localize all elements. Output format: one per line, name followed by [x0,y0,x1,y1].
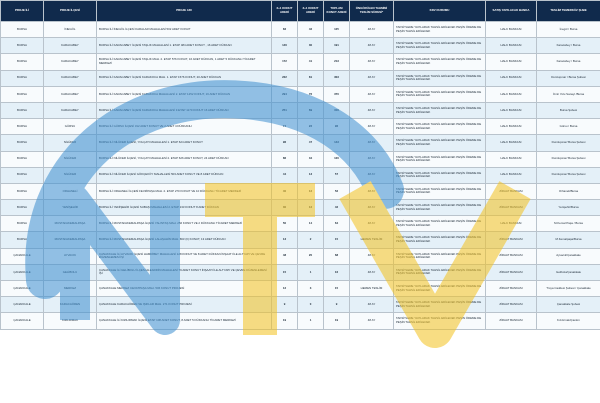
cell-count-2plus1: 251 [272,102,298,118]
cell-count-2plus1: 86 [272,151,298,167]
cell-delivery-time: 48 AY [350,70,394,86]
cell-project-name: BURSA İLİ İNEGÖL İLÇESİ KARALAR MAHALLESİ 502 ADET KONUT [97,22,272,38]
table-row [1,297,600,313]
cell-vat-status: TAKSİTLERE YAYILARAK TAHSİL EDİLECEK PEŞİN ÖDEME DE PEŞİN TAHSİL EDİLECEK [394,119,486,135]
cell-count-2plus1: 83 [272,22,298,38]
cell-count-3plus1: 22 [298,119,324,135]
cell-vat-status: TAKSİTLERE YAYILARAK TAHSİL EDİLECEK PEŞİN ÖDEME DE PEŞİN TAHSİL EDİLECEK [394,38,486,54]
cell-bank: ZİRAAT BANKASI [486,200,537,216]
cell-province: BURSA [1,38,44,54]
cell-province: BURSA [1,86,44,102]
cell-count-total: 15 [324,281,350,297]
cell-count-2plus1: 30 [272,200,298,216]
cell-branch: İzmir Yolu Sanayi /Bursa [537,86,600,102]
cell-district: GELİBOLU [44,264,97,280]
cell-vat-status: TAKSİTLERE YAYILARAK TAHSİL EDİLECEK PEŞİN ÖDEME DE PEŞİN TAHSİL EDİLECEK [394,200,486,216]
cell-count-3plus1: 47 [298,135,324,151]
cell-count-2plus1: 9 [272,297,298,313]
table-row [1,86,600,102]
cell-vat-status: TAKSİTLERE YAYILARAK TAHSİL EDİLECEK PEŞİN ÖDEME DE PEŞİN TAHSİL EDİLECEK [394,135,486,151]
cell-count-total: 303 [324,70,350,86]
cell-district: İNEGÖL [44,22,97,38]
cell-count-3plus1: 13 [298,167,324,183]
cell-branch: M.Kemalpaşa/Bursa [537,232,600,248]
cell-branch: Troya Caddesi Şubesi / Çanakkale [537,281,600,297]
cell-branch: M.Kemal Paşa / Bursa [537,216,600,232]
header-bank: SATIŞ YAPILACAK BANKA [486,1,537,22]
cell-count-3plus1: 30 [298,38,324,54]
cell-district: KARACABEY [44,38,97,54]
cell-project-name: BURSA İLİ MUSTAFAKEMALPAŞA İLÇESİ YALINTAŞ MAH. 256 KONUT VE 2 DÜKKANLI TİCARET MERKEZİ [97,216,272,232]
cell-count-2plus1: 15 [272,264,298,280]
cell-bank: HALK BANKASI [486,102,537,118]
cell-count-total: 191 [324,38,350,54]
cell-count-3plus1: 12 [298,183,324,199]
cell-delivery-time: 48 AY [350,22,394,38]
cell-count-total: 213 [324,54,350,70]
cell-branch: Çanakkale Şubesi [537,297,600,313]
cell-count-total: 96 [324,119,350,135]
cell-count-total: 125 [324,22,350,38]
cell-delivery-time: 48 AY [350,38,394,54]
cell-district: KARACABEY [44,54,97,70]
cell-project-name: BURSA İLİ MUSTAFAKEMALPAŞA İLÇESİ LALAŞAHİN MAH. 663 (II) KONUT, 13 ADET DÜKKAN [97,232,272,248]
table-row [1,183,600,199]
cell-count-3plus1: 34 [298,151,324,167]
cell-count-3plus1: 12 [298,200,324,216]
cell-count-3plus1: 3 [298,281,324,297]
table-row [1,200,600,216]
cell-province: BURSA [1,54,44,70]
cell-count-2plus1: 48 [272,248,298,264]
cell-district: NİLÜFER [44,167,97,183]
cell-project-name: BURSA İLİ KARACABEY İLÇESİ TAŞLIK MAH. 2. ETAP 576 KONUT, 16 ADET DÜKKAN, 1 ADET 5 DÜKKANLI TİCARET MERKEZİ [97,54,272,70]
cell-delivery-time: 48 AY [350,54,394,70]
cell-count-3plus1: 0 [298,297,324,313]
table-row [1,135,600,151]
cell-branch: Orhaneli/Bursa [537,183,600,199]
cell-count-total: 16 [324,264,350,280]
cell-vat-status: TAKSİTLERE YAYILARAK TAHSİL EDİLECEK PEŞİN ÖDEME DE PEŞİN TAHSİL EDİLECEK [394,264,486,280]
cell-district: KIZILIRMAK [44,313,97,329]
table-row [1,248,600,264]
cell-branch: Gelibolu/Çanakkale [537,264,600,280]
cell-count-2plus1: 96 [272,135,298,151]
table-row [1,151,600,167]
cell-delivery-time: 48 AY [350,264,394,280]
cell-branch: Dumlupınar/ Bursa Şubesi [537,167,600,183]
table-row [1,102,600,118]
cell-count-2plus1: 19 [272,313,298,329]
cell-project-name: BURSA İLİ NİLÜFER İLÇESİ, YOLÇATI MAHALLESİ 1. ETAP 624 ADET KONUT [97,135,272,151]
header-total-count: TOPLAM KONUT ADEDİ [324,1,350,22]
cell-province: BURSA [1,119,44,135]
cell-district: MERKEZ [44,281,97,297]
table-row [1,167,600,183]
table-row [1,216,600,232]
cell-project-name: BURSA İLİ YENİŞEHİR İLÇESİ SUBAŞI MAHALLESİ 2. ETAP 133 KONUT 8 ADET DÜKKAN [97,200,272,216]
cell-count-2plus1: 146 [272,38,298,54]
cell-project-name: BURSA İLİ ORHANELİ İLÇESİ FEVZİPAŞA MAH. 2. ETAP 270 KONUT VE 10 DÜKKANLI TİCARET MERKEZİ [97,183,272,199]
cell-count-2plus1: 44 [272,167,298,183]
cell-bank: ZİRAAT BANKASI [486,183,537,199]
cell-bank: ZİRAAT BANKASI [486,264,537,280]
cell-branch: Gürsu / Bursa [537,119,600,135]
header-vat-status: KDV DURUMU [394,1,486,22]
cell-bank: HALK BANKASI [486,151,537,167]
cell-count-2plus1: 222 [272,70,298,86]
cell-district: YENİŞEHİR [44,200,97,216]
cell-vat-status: TAKSİTLERE YAYILARAK TAHSİL EDİLECEK PEŞİN ÖDEME DE PEŞİN TAHSİL EDİLECEK [394,183,486,199]
cell-delivery-time: 48 AY [350,248,394,264]
cell-vat-status: TAKSİTLERE YAYILARAK TAHSİL EDİLECEK PEŞİN ÖDEME DE PEŞİN TAHSİL EDİLECEK [394,216,486,232]
table-row [1,264,600,280]
cell-vat-status: TAKSİTLERE YAYILARAK TAHSİL EDİLECEK PEŞİN ÖDEME DE PEŞİN TAHSİL EDİLECEK [394,232,486,248]
header-branch: TESLİM TEMERKÜZ ŞUBE [537,1,600,22]
table-row [1,232,600,248]
cell-count-3plus1: 1 [298,313,324,329]
cell-count-2plus1: 74 [272,119,298,135]
cell-bank: ZİRAAT BANKASI [486,281,537,297]
cell-district: GÜRSU [44,119,97,135]
cell-bank: HALK BANKASI [486,38,537,54]
cell-project-name: BURSA İLİ GÜRSU İLÇESİ 312 ADET KONUT VE 2 ADET 4 DÜKKANLI [97,119,272,135]
cell-count-total: 52 [324,183,350,199]
cell-delivery-time: 48 AY [350,200,394,216]
cell-branch: Karacabey / Bursa [537,54,600,70]
cell-branch: Dumlupınar/ Bursa Şubesi [537,151,600,167]
cell-district: NİLÜFER [44,151,97,167]
cell-count-3plus1: 2 [298,232,324,248]
cell-count-3plus1: 76 [298,86,324,102]
cell-count-2plus1: 40 [272,183,298,199]
header-district: PROJE İLÇESİ [44,1,97,22]
cell-count-2plus1: 294 [272,86,298,102]
cell-vat-status: TAKSİTLERE YAYILARAK TAHSİL EDİLECEK PEŞİN ÖDEME DE PEŞİN TAHSİL EDİLECEK [394,248,486,264]
cell-count-total: 64 [324,216,350,232]
cell-count-total: 68 [324,248,350,264]
cell-count-2plus1: 172 [272,54,298,70]
cell-branch: Yenişehir/Bursa [537,200,600,216]
cell-bank: HALK BANKASI [486,216,537,232]
table-row [1,281,600,297]
cell-count-2plus1: 12 [272,281,298,297]
cell-count-total: 120 [324,151,350,167]
cell-count-total: 316 [324,102,350,118]
cell-project-name: ÇANAKKALE İLİ KIZILIRMAK İLÇESİ ETAP 108 ADET KONUT, 8 ADET 5 DÜKKANLI TİCARET MERKEZİ [97,313,272,329]
cell-project-name: ÇANAKKALE İLİ AYVACIK İLÇESİ HAMDİBEY MAHALLESİ 128 KONUT VE 8 ADET DÜKKAN İNŞAATI İLE ALTYAPI VE ÇEVRE DÜZENLEMESİ İŞİ [97,248,272,264]
cell-count-total: 143 [324,135,350,151]
cell-vat-status: TAKSİTLERE YAYILARAK TAHSİL EDİLECEK PEŞİN ÖDEME DE PEŞİN TAHSİL EDİLECEK [394,281,486,297]
cell-delivery-time: 48 AY [350,216,394,232]
cell-branch: İnegöl / Bursa [537,22,600,38]
table-row [1,313,600,329]
cell-district: KARACABEY [44,70,97,86]
cell-branch: Karacabey / Bursa [537,38,600,54]
cell-district: MUSTAFAKEMALPAŞA [44,232,97,248]
cell-count-total: 57 [324,167,350,183]
cell-project-name: BURSA İLİ KARACABEY İLÇESİ KARAKOCA MAHALLESİ 3.ETAP 1170 KONUT 16 ADET DÜKKAN [97,102,272,118]
cell-bank: HALK BANKASI [486,135,537,151]
cell-project-name: ÇANAKKALE İLİ GELİBOLU İLÇESİ ALEADDİN MAHALLESİ 79 ADET KONUT İNŞAATI İLE ALTYAPI VE ÇEVRE DÜZENLEMESİ İŞİ [97,264,272,280]
cell-province: BURSA [1,200,44,216]
cell-count-3plus1: 20 [298,248,324,264]
cell-count-3plus1: 42 [298,22,324,38]
header-project-name: PROJE ADI [97,1,272,22]
cell-district: MUSTAFAKEMALPAŞA [44,216,97,232]
cell-bank: HALK BANKASI [486,119,537,135]
cell-branch: Dumlupınar/ Bursa Şubesi [537,135,600,151]
cell-vat-status: TAKSİTLERE YAYILARAK TAHSİL EDİLECEK PEŞİN ÖDEME DE PEŞİN TAHSİL EDİLECEK [394,54,486,70]
cell-bank: HALK BANKASI [486,22,537,38]
cell-district: ORHANELİ [44,183,97,199]
cell-vat-status: TAKSİTLERE YAYILARAK TAHSİL EDİLECEK PEŞİN ÖDEME DE PEŞİN TAHSİL EDİLECEK [394,70,486,86]
cell-district: AYVACIK [44,248,97,264]
cell-project-name: BURSA İLİ KARACABEY İLÇESİ KARAKOCA MAHALLESİ 2. ETAP 1252 KONUT, 16 ADET DÜKKAN [97,86,272,102]
cell-delivery-time: 48 AY [350,102,394,118]
cell-project-name: BURSA İLİ KARACABEY İLÇESİ KARAKOCA MAH. 1. ETAP 1576 KONUT, 20 ADET DÜKKAN [97,70,272,86]
cell-province: BURSA [1,102,44,118]
cell-count-total: 370 [324,86,350,102]
cell-province: BURSA [1,232,44,248]
cell-vat-status: TAKSİTLERE YAYILARAK TAHSİL EDİLECEK PEŞİN ÖDEME DE PEŞİN TAHSİL EDİLECEK [394,313,486,329]
cell-project-name: ÇANAKKALE KARACAÖREN VE IŞIKLAR MAH. 271 KONUT PROJESİ [97,297,272,313]
cell-delivery-time: 48 AY [350,135,394,151]
cell-branch: Dumlupınar / Bursa Şubesi [537,70,600,86]
cell-bank: HALK BANKASI [486,70,537,86]
cell-district: KARACABEY [44,86,97,102]
cell-delivery-time: 48 AY [350,151,394,167]
cell-delivery-time: 48 AY [350,167,394,183]
cell-district: KARACAÖREN [44,297,97,313]
cell-count-total: 19 [324,313,350,329]
cell-province: BURSA [1,22,44,38]
cell-count-3plus1: 41 [298,54,324,70]
cell-project-name: BURSA İLİ KARACABEY İLÇESİ TAŞLIK MAHALLESİ 1. ETAP 484 ADET KONUT , 16 ADET DÜKKAN [97,38,272,54]
cell-vat-status: TAKSİTLERE YAYILARAK TAHSİL EDİLECEK PEŞİN ÖDEME DE PEŞİN TAHSİL EDİLECEK [394,167,486,183]
header-2plus1-count: 2+1 KONUT ADEDİ [272,1,298,22]
table-row [1,70,600,86]
cell-project-name: ÇANAKKALE MERKEZ CEVATPAŞA MAH. 506 KONUT PROJESİ [97,281,272,297]
table-row [1,22,600,38]
cell-delivery-time: 48 AY [350,183,394,199]
cell-province: BURSA [1,167,44,183]
cell-delivery-time: HEMEN TESLİM [350,281,394,297]
cell-bank: ZİRAAT BANKASI [486,313,537,329]
table-row [1,119,600,135]
table-body [1,22,600,330]
cell-count-3plus1: 1 [298,264,324,280]
cell-bank: HALK BANKASI [486,167,537,183]
cell-branch: Ayvacık/Çanakkale [537,248,600,264]
cell-vat-status: TAKSİTLERE YAYILARAK TAHSİL EDİLECEK PEŞİN ÖDEME DE PEŞİN TAHSİL EDİLECEK [394,22,486,38]
cell-province: ÇANAKKALE [1,248,44,264]
cell-province: ÇANAKKALE [1,297,44,313]
cell-delivery-time: 48 AY [350,297,394,313]
cell-count-total: 42 [324,200,350,216]
cell-province: ÇANAKKALE [1,313,44,329]
cell-vat-status: TAKSİTLERE YAYILARAK TAHSİL EDİLECEK PEŞİN ÖDEME DE PEŞİN TAHSİL EDİLECEK [394,102,486,118]
cell-province: BURSA [1,70,44,86]
table-row [1,38,600,54]
cell-branch: Bursa Şubesi [537,102,600,118]
table-row [1,54,600,70]
cell-district: NİLÜFER [44,135,97,151]
cell-count-3plus1: 69 [298,102,324,118]
header-delivery-time: ÖNGÖRÜLEN TAHMİNİ TESLİM SÜRESİ* [350,1,394,22]
cell-province: BURSA [1,151,44,167]
cell-count-3plus1: 14 [298,216,324,232]
header-3plus1-count: 3+1 KONUT ADEDİ [298,1,324,22]
cell-count-total: 9 [324,297,350,313]
cell-bank: ZİRAAT BANKASI [486,248,537,264]
cell-count-3plus1: 81 [298,70,324,86]
cell-delivery-time: HEMEN TESLİM [350,232,394,248]
cell-delivery-time: 48 AY [350,119,394,135]
cell-project-name: BURSA İLİ NİLÜFER İLÇESİ, YOLÇATI MAHALLESİ 2. ETAP 626 ADET KONUT, 24 ADET DÜKKAN [97,151,272,167]
cell-vat-status: TAKSİTLERE YAYILARAK TAHSİL EDİLECEK PEŞİN ÖDEME DE PEŞİN TAHSİL EDİLECEK [394,151,486,167]
cell-province: BURSA [1,135,44,151]
cell-project-name: BURSA İLİ NİLÜFER İLÇESİ GÖKÇEKÖY MAHALLESİ 503 ADET KONUT VE 8 ADET DÜKKAN [97,167,272,183]
cell-branch: Kızılırmak/Çankırı [537,313,600,329]
cell-province: BURSA [1,216,44,232]
cell-province: BURSA [1,183,44,199]
cell-count-2plus1: 13 [272,232,298,248]
cell-bank: ZİRAAT BANKASI [486,232,537,248]
cell-vat-status: TAKSİTLERE YAYILARAK TAHSİL EDİLECEK PEŞİN ÖDEME DE PEŞİN TAHSİL EDİLECEK [394,86,486,102]
header-province: PROJE İLİ [1,1,44,22]
cell-delivery-time: 48 AY [350,313,394,329]
cell-province: ÇANAKKALE [1,264,44,280]
cell-bank: HALK BANKASI [486,86,537,102]
cell-bank: ZİRAAT BANKASI [486,297,537,313]
cell-count-2plus1: 50 [272,216,298,232]
cell-count-total: 15 [324,232,350,248]
header-row [1,1,600,22]
cell-vat-status: TAKSİTLERE YAYILARAK TAHSİL EDİLECEK PEŞİN ÖDEME DE PEŞİN TAHSİL EDİLECEK [394,297,486,313]
cell-delivery-time: 48 AY [350,86,394,102]
cell-province: ÇANAKKALE [1,281,44,297]
cell-district: KARACABEY [44,102,97,118]
cell-bank: HALK BANKASI [486,54,537,70]
